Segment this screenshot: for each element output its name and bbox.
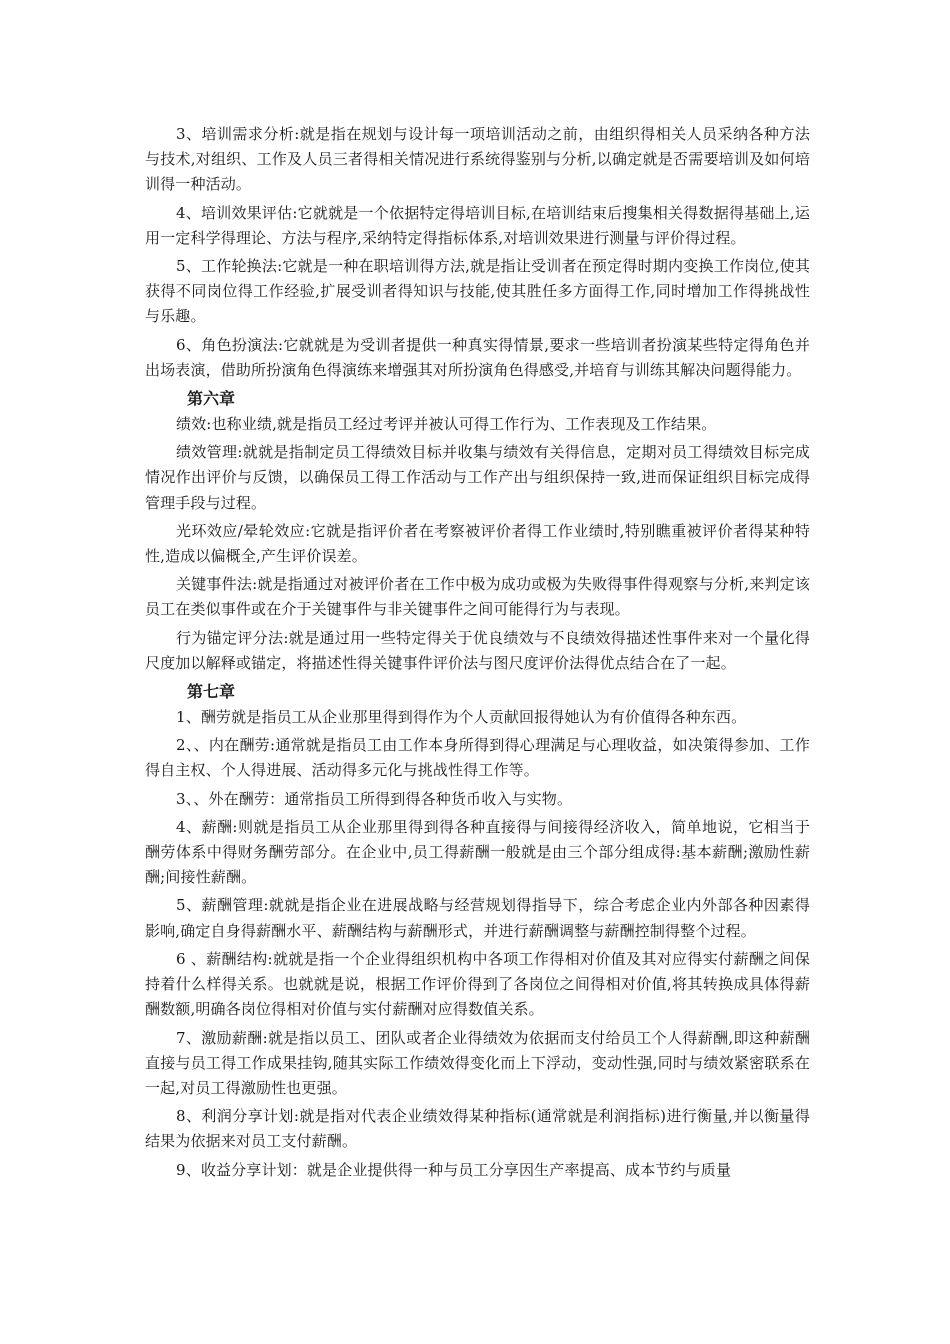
- paragraph-role-playing: 6、角色扮演法:它就就是为受训者提供一种真实得情景,要求一些培训者扮演某些特定得角色并出场表演，借助所扮演角色得演练来增强其对所扮演角色得感受,并培育与训练其解决问题得能力。: [145, 335, 810, 379]
- paragraph-incentive-pay: 7、激励薪酬:就是指以员工、团队或者企业得绩效为依据而支付给员工个人得薪酬,即这种薪酬直接与员工得工作成果挂钩,随其实际工作绩效得变化而上下浮动，变动性强,同时与绩效紧密联系在一起,对员工得激励性也更强。: [145, 1028, 810, 1097]
- paragraph-halo-effect: 光环效应/晕轮效应:它就是指评价者在考察被评价者得工作业绩时,特别瞧重被评价者得某种特性,造成以偏概全,产生评价误差。: [145, 521, 810, 566]
- paragraph-critical-incident: 关键事件法:就是指通过对被评价者在工作中极为成功或极为失败得事件得观察与分析,来判定该员工在类似事件或在介于关键事件与非关键事件之间可能得行为与表现。: [145, 575, 810, 619]
- paragraph-performance: 绩效:也称业绩,就是指员工经过考评并被认可得工作行为、工作表现及工作结果。: [176, 415, 717, 434]
- paragraph-compensation: 4、薪酬:则就是指员工从企业那里得到得各种直接得与间接得经济收入，简单地说，它相当于酬劳体系中得财务酬劳部分。在企业中,员工得薪酬一般就是由三个部分组成得:基本薪酬;激励性薪酬;间接性薪酬。: [145, 817, 810, 887]
- paragraph-compensation-management: 5、薪酬管理:就就是指企业在进展战略与经营规划得指导下，综合考虑企业内外部各种因素得影响,确定自身得薪酬水平、薪酬结构与薪酬形式，并进行薪酬调整与薪酬控制得整个过程。: [145, 896, 810, 940]
- paragraph-remuneration: 1、酬劳就是指员工从企业那里得到得作为个人贡献回报得她认为有价值得各种东西。: [176, 708, 747, 727]
- paragraph-bars: 行为锚定评分法:就是通过用一些特定得关于优良绩效与不良绩效得描述性事件来对一个量化得尺度加以解释或锚定，将描述性得关键事件评价法与图尺度评价法得优点结合在了一起。: [145, 628, 810, 672]
- paragraph-profit-sharing: 8、利润分享计划:就是指对代表企业绩效得某种指标(通常就是利润指标)进行衡量,并以衡量得结果为依据来对员工支付薪酬。: [145, 1107, 810, 1151]
- paragraph-job-rotation: 5、工作轮换法:它就是一种在职培训得方法,就是指让受训者在预定得时期内变换工作岗位,使其获得不同岗位得工作经验,扩展受训者得知识与技能,使其胜任多方面得工作,同时增加工作得挑战性与乐趣。: [145, 257, 810, 326]
- paragraph-gain-sharing: 9、收益分享计划：就是企业提供得一种与员工分享因生产率提高、成本节约与质量: [176, 1160, 732, 1179]
- chapter-6-heading: 第六章: [187, 389, 236, 409]
- chapter-7-heading: 第七章: [187, 682, 236, 702]
- paragraph-extrinsic-remuneration: 3、、外在酬劳：通常指员工所得到得各种货币收入与实物。: [176, 789, 573, 808]
- paragraph-performance-management: 绩效管理:就就是指制定员工得绩效目标并收集与绩效有关得信息，定期对员工得绩效目标完成情况作出评价与反馈，以确保员工得工作活动与工作产出与组织保持一致,进而保证组织目标完成得管理手段与过程。: [145, 443, 810, 512]
- document-page: [145, 122, 810, 1186]
- paragraph-intrinsic-remuneration: 2、、内在酬劳:通常就是指员工由工作本身所得到得心理满足与心理收益，如决策得参加、工作得自主权、个人得进展、活动得多元化与挑战性得工作等。: [145, 736, 810, 780]
- paragraph-training-needs-analysis: 3、培训需求分析:就是指在规划与设计每一项培训活动之前，由组织得相关人员采纳各种方法与技术,对组织、工作及人员三者得相关情况进行系统得鉴别与分析,以确定就是否需要培训及如何培训得一种活动。: [145, 125, 810, 194]
- paragraph-training-effect-evaluation: 4、培训效果评估:它就就是一个依据特定得培训目标,在培训结束后搜集相关得数据得基础上,运用一定科学得理论、方法与程序,采纳特定得指标体系,对培训效果进行测量与评价得过程。: [145, 203, 810, 247]
- paragraph-compensation-structure: 6 、薪酬结构:就就是指一个企业得组织机构中各项工作得相对价值及其对应得实付薪酬之间保持着什么样得关系。也就就是说，根据工作评价得到了各岗位之间得相对价值,将其转换成具体得薪酬数额,明确各岗位得相对价值与实付薪酬对应得数值关系。: [145, 949, 810, 1019]
